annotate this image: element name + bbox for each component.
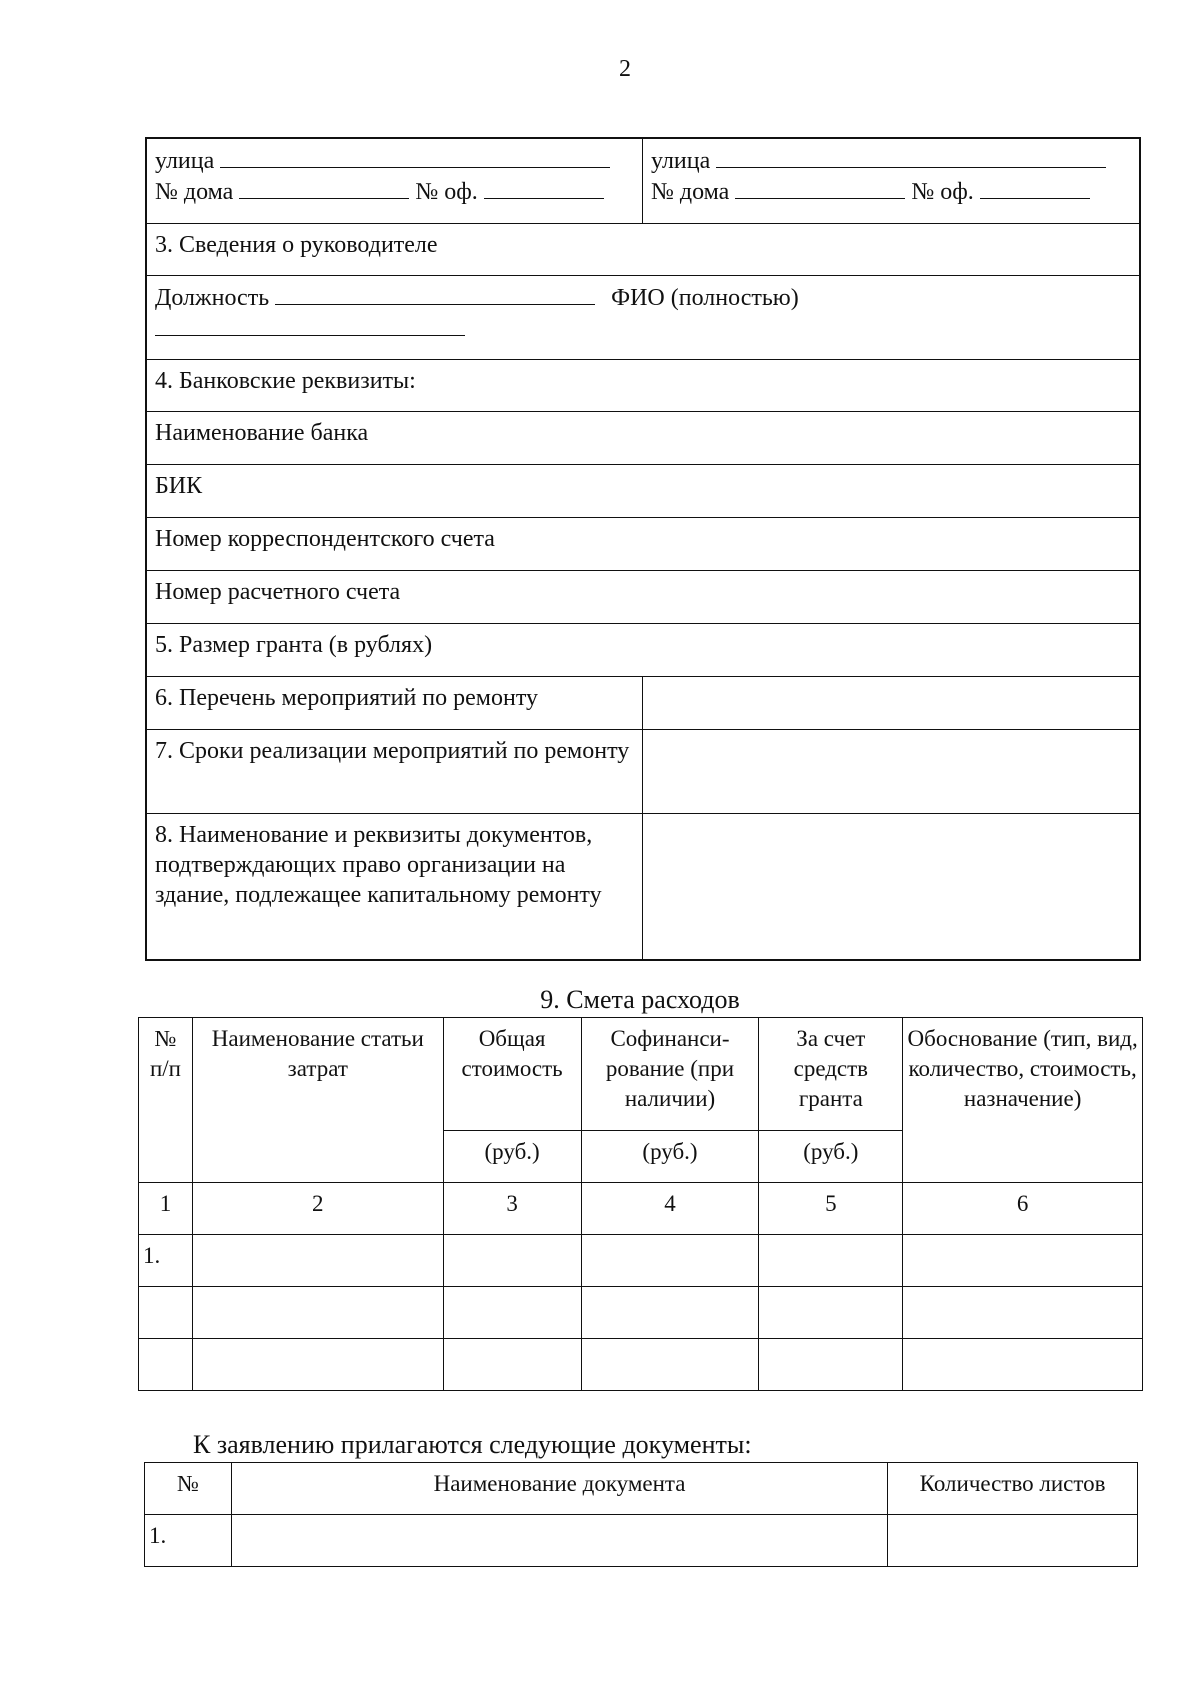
table-cell[interactable] [759, 1287, 903, 1339]
address-right [643, 139, 1139, 223]
head-title: 3. Сведения о руководителе [155, 232, 438, 258]
office-label: № оф. [911, 179, 974, 205]
unit-grant: (руб.) [759, 1131, 903, 1183]
bank-title-row [147, 359, 1139, 411]
table-cell[interactable] [759, 1339, 903, 1391]
unit-cofin: (руб.) [581, 1131, 759, 1183]
repair-list-row [147, 676, 1139, 729]
header-name: Наименование документа [231, 1463, 887, 1515]
attachments-table [144, 1462, 1138, 1567]
table-cell[interactable] [903, 1235, 1143, 1287]
head-title-row [147, 223, 1139, 275]
col-number: 1 [139, 1183, 193, 1235]
table-cell[interactable] [231, 1515, 887, 1567]
header-num: № [145, 1463, 232, 1515]
street-label: улица [155, 148, 215, 174]
documents-info-value[interactable] [643, 814, 1139, 959]
settlement-account-row[interactable] [147, 570, 1139, 623]
table-cell[interactable] [443, 1287, 581, 1339]
grant-size-label: 5. Размер гранта (в рублях) [155, 632, 433, 658]
table-row [139, 1287, 1143, 1339]
table-cell[interactable] [759, 1235, 903, 1287]
col-number: 4 [581, 1183, 759, 1235]
col-number: 6 [903, 1183, 1143, 1235]
repair-terms-row [147, 729, 1139, 813]
position-field[interactable] [275, 282, 595, 305]
fio-label: ФИО (полностью) [611, 285, 799, 311]
attachments-title: К заявлению прилагаются следующие документы: [193, 1430, 752, 1459]
house-label: № дома [155, 179, 234, 205]
table-row [139, 1235, 1143, 1287]
repair-list-label: 6. Перечень мероприятий по ремонту [147, 677, 643, 729]
bank-name-row[interactable] [147, 411, 1139, 464]
header-sheets: Количество листов [888, 1463, 1138, 1515]
header-num: № п/п [139, 1018, 193, 1183]
column-number-row [139, 1183, 1143, 1235]
table-row [139, 1339, 1143, 1391]
application-form [145, 137, 1141, 961]
house-field[interactable] [239, 176, 409, 199]
documents-info-row [147, 813, 1139, 959]
estimate-title: 9. Смета расходов [540, 985, 740, 1014]
table-cell[interactable] [903, 1339, 1143, 1391]
documents-info-label: 8. Наименование и реквизиты документов, подтверждающих право организации на здание, подлежащее капитальному ремонту [147, 814, 643, 959]
table-cell[interactable] [443, 1339, 581, 1391]
table-cell[interactable] [192, 1235, 443, 1287]
table-row [145, 1515, 1138, 1567]
attachments-header-row [145, 1463, 1138, 1515]
estimate-table [138, 1017, 1143, 1391]
house-label: № дома [651, 179, 730, 205]
table-cell[interactable] [581, 1235, 759, 1287]
header-basis: Обоснование (тип, вид, количество, стоимость, назначение) [903, 1018, 1143, 1183]
header-item: Наименование статьи затрат [192, 1018, 443, 1183]
position-label: Должность [155, 285, 270, 311]
street-field[interactable] [716, 145, 1106, 168]
fio-field[interactable] [155, 313, 465, 336]
unit-total: (руб.) [443, 1131, 581, 1183]
settlement-account-label: Номер расчетного счета [155, 579, 401, 605]
table-cell[interactable] [192, 1287, 443, 1339]
repair-terms-label: 7. Сроки реализации мероприятий по ремонту [147, 730, 643, 813]
office-field[interactable] [980, 176, 1090, 199]
header-cofin: Софинанси-рование (при наличии) [581, 1018, 759, 1131]
corr-account-label: Номер корреспондентского счета [155, 526, 495, 552]
col-number: 3 [443, 1183, 581, 1235]
table-cell[interactable] [888, 1515, 1138, 1567]
address-left [147, 139, 643, 223]
repair-list-value[interactable] [643, 677, 1139, 729]
office-label: № оф. [415, 179, 478, 205]
header-grant: За счет средств гранта [759, 1018, 903, 1131]
office-field[interactable] [484, 176, 604, 199]
street-label: улица [651, 148, 711, 174]
table-cell[interactable] [903, 1287, 1143, 1339]
head-info-row [147, 275, 1139, 359]
bank-title: 4. Банковские реквизиты: [155, 368, 416, 394]
row-num: 1. [145, 1515, 232, 1567]
bank-name-label: Наименование банка [155, 420, 369, 446]
row-num: 1. [139, 1235, 193, 1287]
house-field[interactable] [735, 176, 905, 199]
col-number: 2 [192, 1183, 443, 1235]
table-cell[interactable] [139, 1339, 193, 1391]
table-cell[interactable] [581, 1339, 759, 1391]
bik-row[interactable] [147, 464, 1139, 517]
header-total: Общая стоимость [443, 1018, 581, 1131]
repair-terms-value[interactable] [643, 730, 1139, 813]
table-cell[interactable] [581, 1287, 759, 1339]
street-field[interactable] [220, 145, 610, 168]
grant-size-row[interactable] [147, 623, 1139, 676]
table-cell[interactable] [139, 1287, 193, 1339]
bik-label: БИК [155, 473, 203, 499]
estimate-header-row [139, 1018, 1143, 1131]
table-cell[interactable] [192, 1339, 443, 1391]
address-row [147, 139, 1139, 223]
page-number: 2 [619, 56, 631, 82]
corr-account-row[interactable] [147, 517, 1139, 570]
table-cell[interactable] [443, 1235, 581, 1287]
col-number: 5 [759, 1183, 903, 1235]
